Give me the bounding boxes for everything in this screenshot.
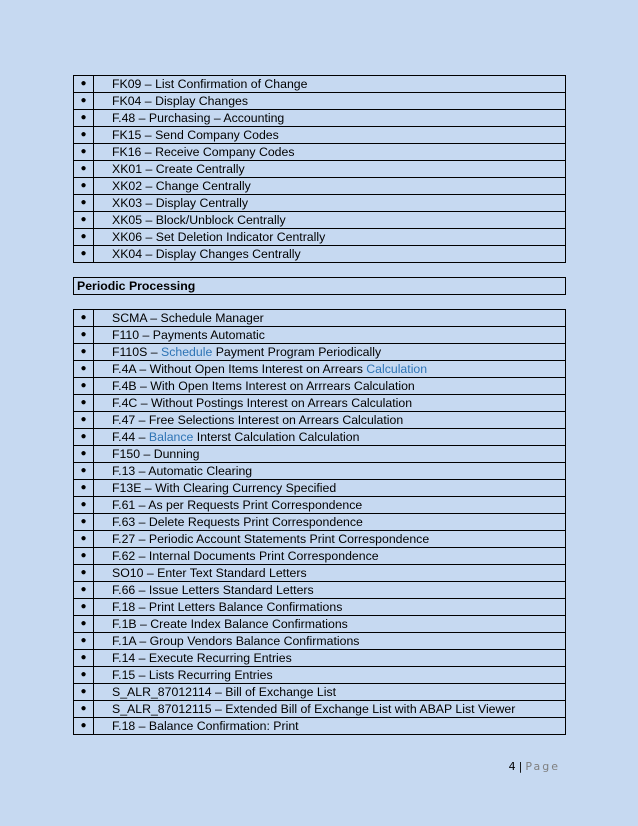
list-item-text (94, 463, 252, 479)
list-item-text (94, 480, 336, 496)
footer-separator: | (518, 760, 523, 773)
list-item-text (94, 633, 359, 649)
bullet-icon: ● (74, 633, 94, 649)
item-text-segment: F.18 – Balance Confirmation: Print (112, 719, 299, 733)
bullet-icon: ● (74, 514, 94, 530)
list-item (74, 429, 565, 446)
bullet-icon: ● (74, 127, 94, 143)
list-item-text (94, 650, 292, 666)
list-item-text (94, 310, 264, 326)
bullet-icon: ● (74, 429, 94, 445)
list-item (74, 718, 565, 734)
hyperlink-text[interactable]: Balance (148, 430, 194, 444)
item-text-segment: Payment Program Periodically (212, 345, 382, 359)
list-item-text (94, 344, 381, 360)
list-item (74, 161, 565, 178)
item-text-segment: F.63 – Delete Requests Print Correspondence (112, 515, 363, 529)
list-item-text: XK06 – Set Deletion Indicator Centrally (112, 230, 326, 244)
list-item (74, 127, 565, 144)
bullet-icon: ● (74, 76, 94, 92)
bullet-icon: ● (74, 667, 94, 683)
bullet-icon: ● (74, 446, 94, 462)
list-item (74, 616, 565, 633)
list-item (74, 395, 565, 412)
list-item-text: FK16 – Receive Company Codes (112, 145, 295, 159)
item-text-segment: F.66 – Issue Letters Standard Letters (112, 583, 314, 597)
item-text-segment: Interst Calculation Calculation (193, 430, 360, 444)
list-item (74, 327, 565, 344)
bullet-icon: ● (74, 565, 94, 581)
list-item (74, 599, 565, 616)
list-item-text (94, 327, 265, 343)
bullet-icon: ● (74, 195, 94, 211)
bullet-icon: ● (74, 361, 94, 377)
list-item (74, 229, 565, 246)
list-item-text: F.48 – Purchasing – Accounting (112, 111, 285, 125)
list-item (74, 531, 565, 548)
item-text-segment: S_ALR_87012115 – Extended Bill of Exchange List with ABAP List Viewer (112, 702, 516, 716)
list-item-text (94, 446, 200, 462)
list-item (74, 480, 565, 497)
bullet-icon: ● (74, 178, 94, 194)
list-item (74, 344, 565, 361)
list-item (74, 246, 565, 262)
list-item (74, 446, 565, 463)
item-text-segment: F.4A – Without Open Items Interest on Arrears (112, 362, 367, 376)
list-item-text (94, 616, 348, 632)
list-item-text: XK03 – Display Centrally (112, 196, 249, 210)
list-item (74, 463, 565, 480)
list-item-text (94, 412, 403, 428)
list-item (74, 701, 565, 718)
bullet-icon: ● (74, 582, 94, 598)
bullet-icon: ● (74, 229, 94, 245)
bullet-icon: ● (74, 344, 94, 360)
list-item (74, 178, 565, 195)
item-text-segment: F150 – Dunning (112, 447, 200, 461)
bullet-icon: ● (74, 212, 94, 228)
list-item-text (94, 497, 362, 513)
bullet-icon: ● (74, 412, 94, 428)
item-text-segment: F.18 – Print Letters Balance Confirmations (112, 600, 343, 614)
bullet-icon: ● (74, 110, 94, 126)
item-text-segment: F.1B – Create Index Balance Confirmations (112, 617, 348, 631)
list-item-text: FK09 – List Confirmation of Change (112, 77, 308, 91)
list-item (74, 514, 565, 531)
bullet-icon: ● (74, 310, 94, 326)
list-item (74, 582, 565, 599)
item-text-segment: F.4C – Without Postings Interest on Arrears Calculation (112, 396, 413, 410)
bullet-icon: ● (74, 616, 94, 632)
list-item-text (94, 582, 314, 598)
item-text-segment: F.62 – Internal Documents Print Correspondence (112, 549, 379, 563)
list-item (74, 361, 565, 378)
item-text-segment: F.13 – Automatic Clearing (112, 464, 253, 478)
list-item-text (94, 548, 379, 564)
bullet-icon: ● (74, 93, 94, 109)
item-text-segment: F.14 – Execute Recurring Entries (112, 651, 292, 665)
bullet-icon: ● (74, 718, 94, 734)
list-item-text (94, 378, 415, 394)
list-item (74, 93, 565, 110)
bullet-icon: ● (74, 701, 94, 717)
list-item (74, 548, 565, 565)
list-item (74, 212, 565, 229)
list-item (74, 378, 565, 395)
bullet-icon: ● (74, 650, 94, 666)
list-item (74, 633, 565, 650)
item-text-segment: F110S – (112, 345, 161, 359)
item-text-segment: F.1A – Group Vendors Balance Confirmations (112, 634, 360, 648)
list-item (74, 144, 565, 161)
item-text-segment: SCMA – Schedule Manager (112, 311, 264, 325)
list-item (74, 650, 565, 667)
list-item-text (94, 531, 429, 547)
page-footer (509, 760, 560, 773)
item-text-segment: F.44 – (112, 430, 149, 444)
list-item-text: XK05 – Block/Unblock Centrally (112, 213, 286, 227)
list-item (74, 310, 565, 327)
bullet-icon: ● (74, 327, 94, 343)
list-item (74, 497, 565, 514)
bullet-icon: ● (74, 463, 94, 479)
list-item-text: FK15 – Send Company Codes (112, 128, 279, 142)
list-item (74, 412, 565, 429)
list-item-text (94, 684, 336, 700)
bullet-icon: ● (74, 497, 94, 513)
item-text-segment: F13E – With Clearing Currency Specified (112, 481, 337, 495)
item-text-segment: F.47 – Free Selections Interest on Arrears Calculation (112, 413, 404, 427)
list-item-text (94, 514, 363, 530)
list-item-text (94, 599, 342, 615)
list-item-text: XK04 – Display Changes Centrally (112, 247, 301, 261)
list-item-text: XK01 – Create Centrally (112, 162, 245, 176)
item-text-segment: S_ALR_87012114 – Bill of Exchange List (112, 685, 337, 699)
list-item-text: FK04 – Display Changes (112, 94, 249, 108)
list-item-text (94, 701, 515, 717)
item-text-segment: F.4B – With Open Items Interest on Arrrears Calculation (112, 379, 415, 393)
page-number: 4 (508, 760, 516, 773)
bullet-icon: ● (74, 599, 94, 615)
bullet-icon: ● (74, 378, 94, 394)
page-label: Page (525, 760, 560, 773)
item-text-segment: F.15 – Lists Recurring Entries (112, 668, 273, 682)
list-item-text (94, 361, 427, 377)
bullet-icon: ● (74, 144, 94, 160)
bullet-icon: ● (74, 246, 94, 262)
list-item (74, 110, 565, 127)
list-item (74, 684, 565, 701)
hyperlink-text[interactable]: Schedule (161, 345, 213, 359)
list-item-text: XK02 – Change Centrally (112, 179, 251, 193)
bullet-icon: ● (74, 548, 94, 564)
transaction-list-periodic-processing (73, 309, 566, 735)
list-item-text (94, 429, 359, 445)
bullet-icon: ● (74, 161, 94, 177)
hyperlink-text[interactable]: Calculation (366, 362, 428, 376)
section-heading-periodic-processing (73, 277, 566, 295)
list-item-text (94, 718, 299, 734)
item-text-segment: F110 – Payments Automatic (112, 328, 265, 342)
list-item (74, 76, 565, 93)
bullet-icon: ● (74, 531, 94, 547)
section-title: Periodic Processing (77, 279, 196, 293)
bullet-icon: ● (74, 395, 94, 411)
list-item (74, 565, 565, 582)
bullet-icon: ● (74, 480, 94, 496)
item-text-segment: F.61 – As per Requests Print Correspondence (112, 498, 363, 512)
list-item-text (94, 395, 412, 411)
bullet-icon: ● (74, 684, 94, 700)
list-item (74, 195, 565, 212)
list-item-text (94, 667, 273, 683)
list-item-text (94, 565, 307, 581)
item-text-segment: SO10 – Enter Text Standard Letters (112, 566, 307, 580)
item-text-segment: F.27 – Periodic Account Statements Print Correspondence (112, 532, 430, 546)
list-item (74, 667, 565, 684)
transaction-list-vendor-master (73, 75, 566, 263)
